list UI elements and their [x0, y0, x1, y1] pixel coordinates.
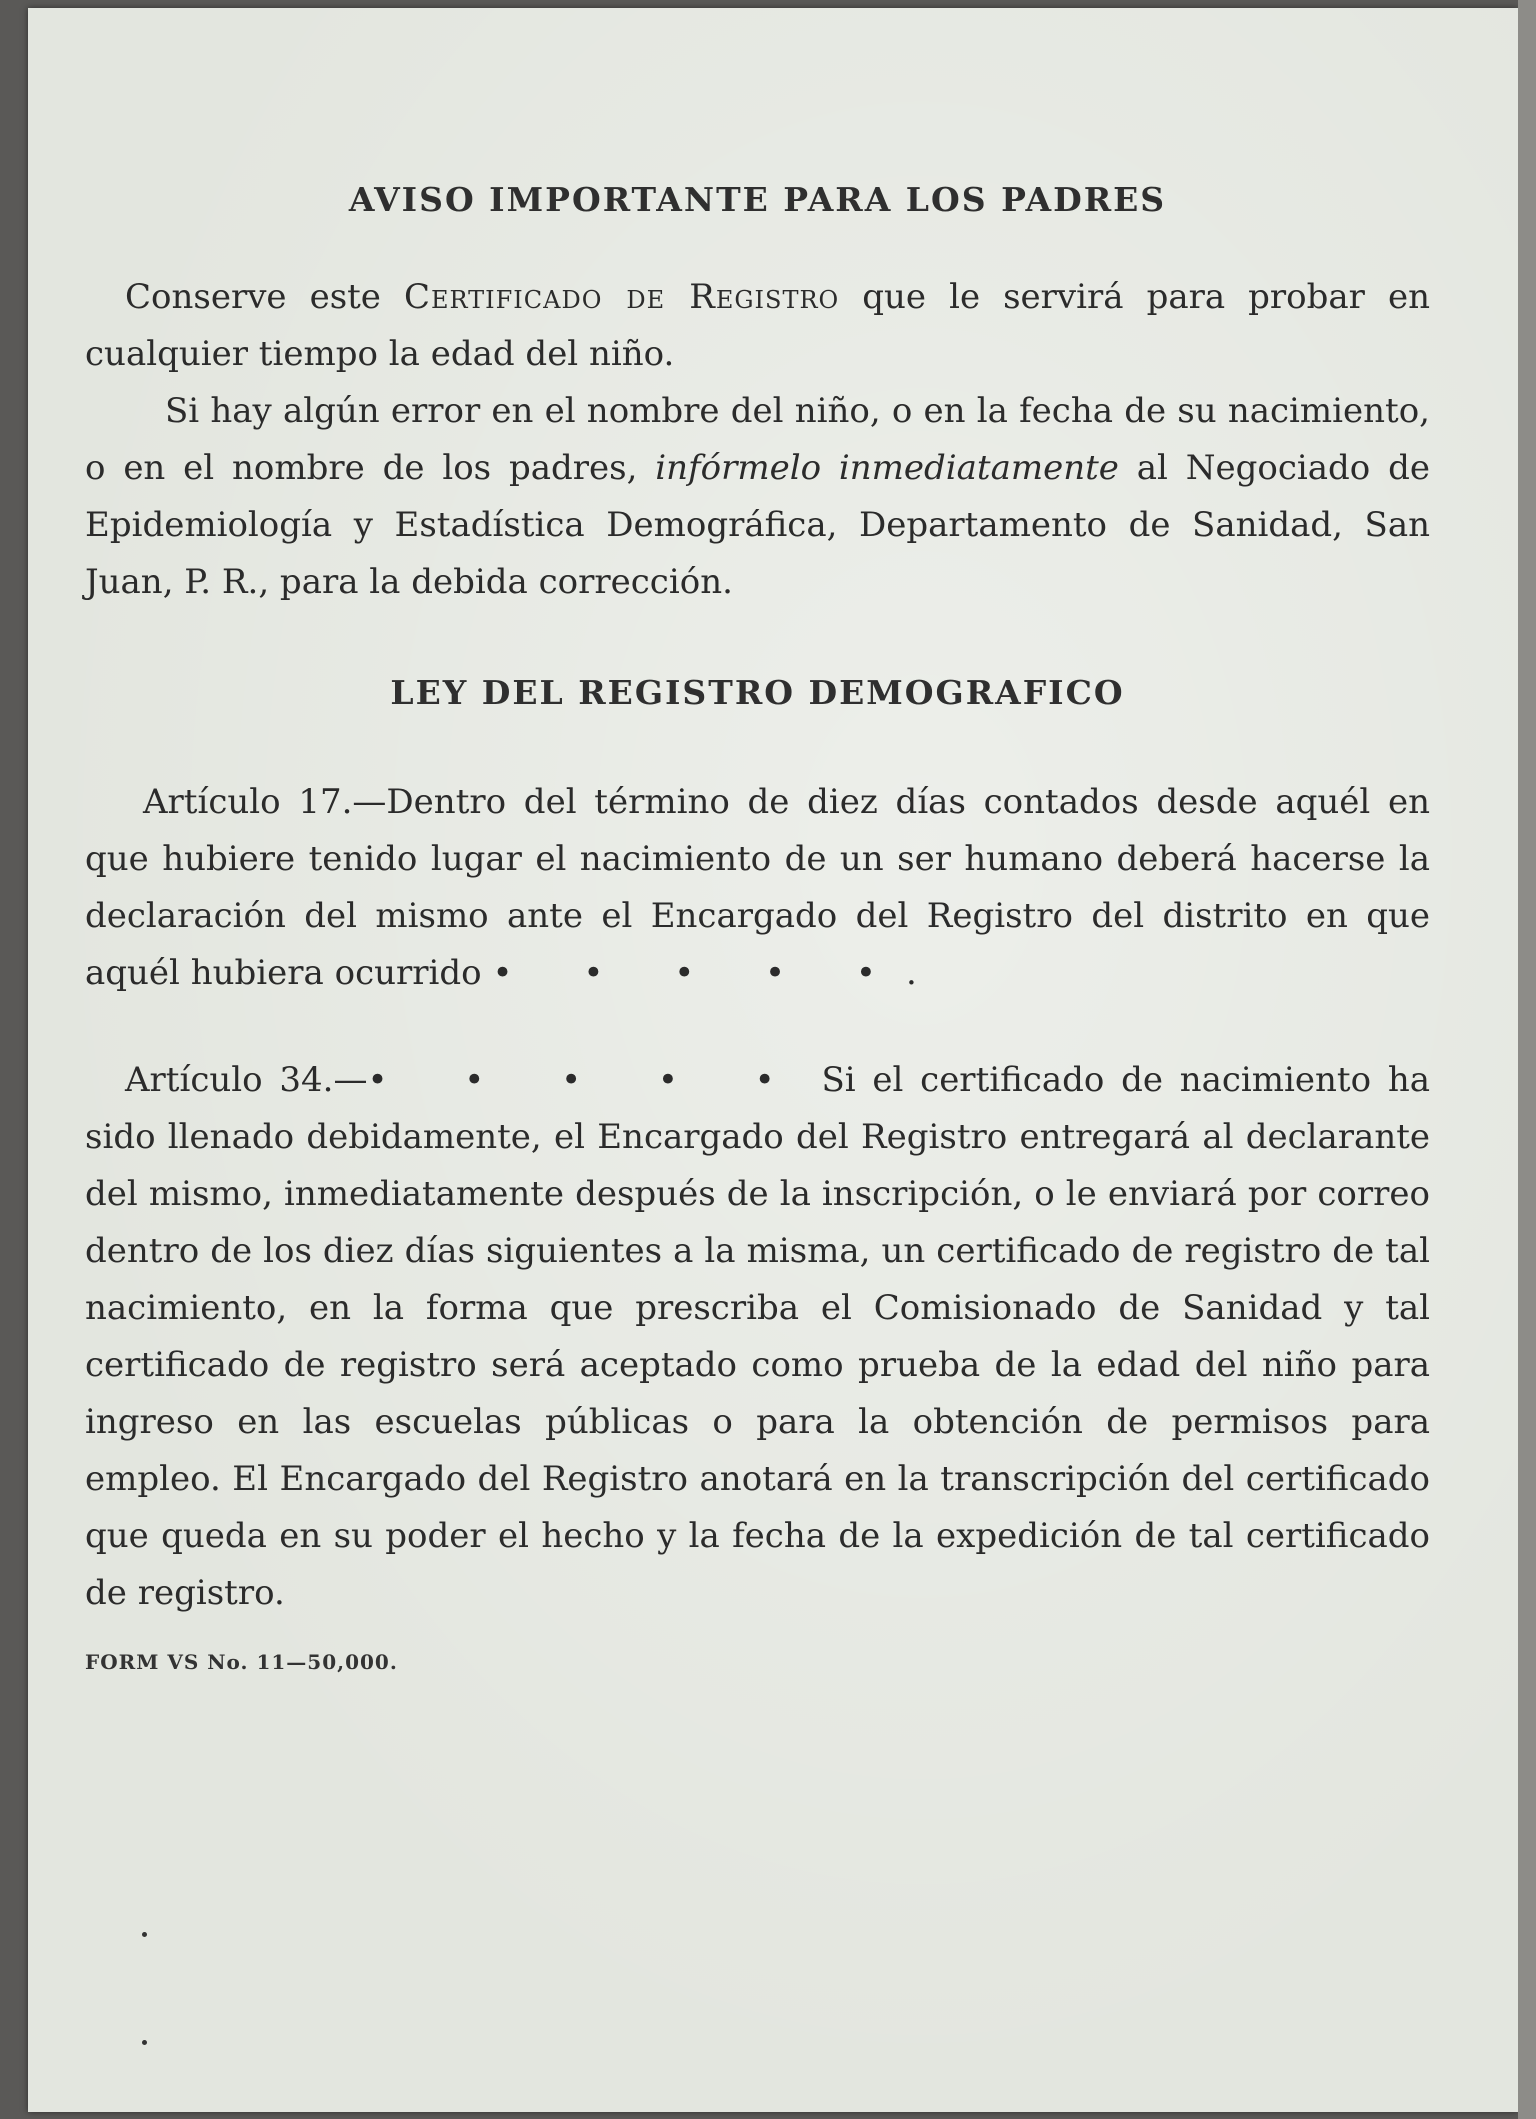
article-34-text: Si el certificado de nacimiento ha sido llenado debidamente, el Encargado del Registro entregará al declarante del mismo, inmediatamente después de la inscripción, o le enviará por correo dentro de los diez días siguientes a la misma, un certificado de registro de tal nacimiento, en la forma que prescriba el Comisionado de Sanidad y tal certificado de registro será aceptado como prueba de la edad del niño para ingreso en las escuelas públicas o para la obtención de permisos para empleo. El Encargado del Registro anotará en la transcripción del certificado que queda en su poder el hecho y la fecha de la expedición de tal certificado de registro. [85, 1060, 1430, 1613]
article-34-ellipsis: • • • • • [367, 1060, 805, 1100]
p2-end: al Negociado de Epidemiología y Estadística Demográfica, Departamento de Sanidad, San Juan, P. R., para la debida corrección. [85, 448, 1430, 602]
article-17-text: Artículo 17.—Dentro del término de diez días contados desde aquél en que hubiere tenido lugar el nacimiento de un ser humano deberá hacerse la declaración del mismo ante el Encargado del Registro del distrito en que aquél hubiera ocurrido [85, 782, 1430, 993]
ink-speck [142, 2040, 147, 2045]
article-34 [85, 1052, 1430, 1622]
article-17 [85, 774, 1430, 1002]
ink-speck [142, 1932, 147, 1937]
document-content [85, 140, 1430, 1674]
article-34-label: Artículo 34.— [125, 1060, 368, 1100]
p1-end: que le servirá para probar en cualquier tiempo la edad del niño. [85, 277, 1430, 374]
article-17-ellipsis: • • • • •. [492, 953, 947, 993]
p2-start: Si hay algún error en el nombre del niño, o en la fecha de su nacimiento, o en el nombre de los padres, [85, 391, 1430, 488]
notice-paragraph-2 [85, 383, 1430, 611]
page-edge [1518, 0, 1536, 2119]
form-number: FORM VS No. 11—50,000. [85, 1650, 398, 1674]
certificate-term: Certificado de Registro [403, 277, 840, 317]
p2-emphasis: infórmelo inmediatamente [655, 448, 1119, 488]
p1-start: Conserve este [125, 277, 404, 317]
law-title: LEY DEL REGISTRO DEMOGRAFICO [390, 673, 1125, 712]
notice-title: AVISO IMPORTANTE PARA LOS PADRES [348, 180, 1167, 219]
notice-paragraph-1 [85, 269, 1430, 383]
